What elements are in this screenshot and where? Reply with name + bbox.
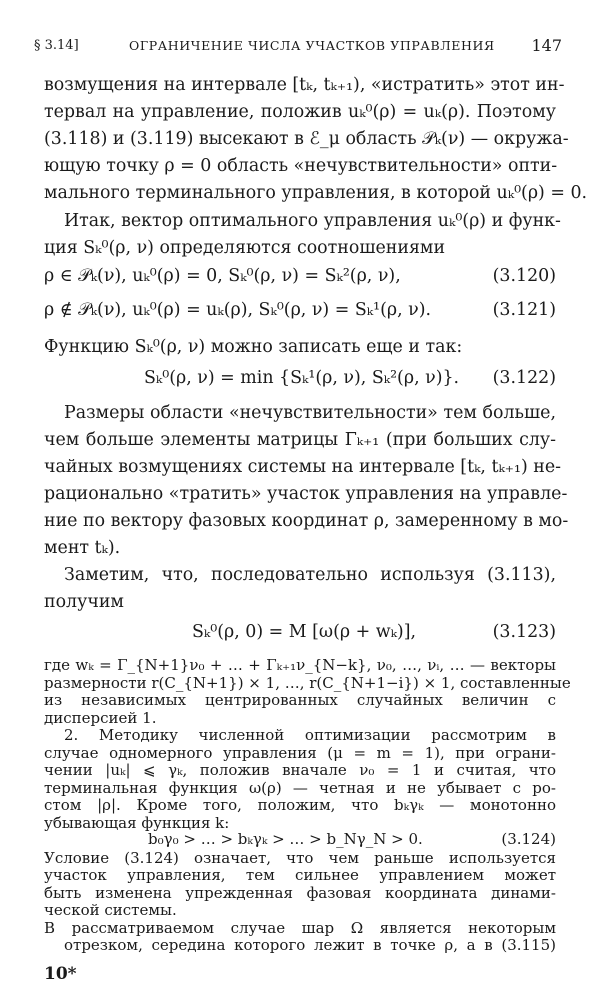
text-line: В рассматриваемом случае шар Ω является некоторым [44,919,556,937]
text-line: (3.118) и (3.119) высекают в ℰ_μ область 𝒫ₖ(ν) — окружа- [44,129,569,149]
page-number: 147 [531,36,562,55]
text-line: тервал на управление, положив uₖ⁰(ρ) = uₖ(ρ). Поэтому [44,102,556,122]
text-line: размерности r(C_{N+1}) × 1, …, r(C_{N+1−i}) × 1, составленные [44,674,571,692]
text-line: Итак, вектор оптимального управления uₖ⁰(ρ) и функ- [64,211,561,231]
text-line: убывающая функция k: [44,814,230,832]
equation-number: (3.123) [492,622,556,642]
text-line: терминальная функция ω(ρ) — четная и не убывает с ро- [44,779,556,797]
text-line: мального терминального управления, в которой uₖ⁰(ρ) = 0. [44,183,588,203]
equation-body: Sₖ⁰(ρ, 0) = M [ω(ρ + wₖ)], [192,622,417,642]
equation-3-124 [44,830,556,850]
text-line: возмущения на интервале [tₖ, tₖ₊₁), «истратить» этот ин- [44,75,565,95]
equation-number: (3.120) [492,266,556,286]
text-line: Размеры области «нечувствительности» тем больше, [64,403,556,423]
equation-3-121 [44,300,556,330]
equation-3-123 [44,622,556,652]
text-line: ческой системы. [44,901,177,919]
text-line: где wₖ = Γ_{N+1}ν₀ + … + Γₖ₊₁ν_{N−k}, ν₀, …, νᵢ, … — векторы [44,656,556,674]
text-line: ющую точку ρ = 0 область «нечувствительности» опти- [44,156,558,176]
text-line: дисперсией 1. [44,709,157,727]
equation-number: (3.121) [492,300,556,320]
text-line: ция Sₖ⁰(ρ, ν) определяются соотношениями [44,238,446,258]
text-line: случае одномерного управления (μ = m = 1), при ограни- [44,744,556,762]
equation-number: (3.122) [492,368,556,388]
equation-body: ρ ∈ 𝒫ₖ(ν), uₖ⁰(ρ) = 0, Sₖ⁰(ρ, ν) = Sₖ²(ρ, ν), [44,266,401,286]
text-line: 2. Методику численной оптимизации рассмотрим в [64,726,556,744]
text-line: участок управления, тем сильнее управлением может [44,866,556,884]
running-title: ОГРАНИЧЕНИЕ ЧИСЛА УЧАСТКОВ УПРАВЛЕНИЯ [129,38,495,53]
text-line: чении |uₖ| ⩽ γₖ, положив вначале ν₀ = 1 и считая, что [44,761,556,779]
equation-3-122 [44,368,556,398]
section-ref: § 3.14] [34,38,79,53]
text-line: мент tₖ). [44,538,121,558]
signature-mark: 10* [44,964,77,984]
text-line: Условие (3.124) означает, что чем раньше используется [44,849,556,867]
text-line: чем больше элементы матрицы Γₖ₊₁ (при больших слу- [44,430,556,450]
text-line: отрезком, середина которого лежит в точке ρ, а в (3.115) [64,936,556,954]
text-line: Заметим, что, последовательно используя (3.113), [64,565,556,585]
text-line: рационально «тратить» участок управления на управле- [44,484,568,504]
text-line: стом |ρ|. Кроме того, положим, что bₖγₖ — монотонно [44,796,556,814]
equation-3-120 [44,266,556,296]
text-line: чайных возмущениях системы на интервале [tₖ, tₖ₊₁) не- [44,457,562,477]
text-line: получим [44,592,124,612]
running-header [34,34,562,58]
equation-number: (3.124) [501,830,556,848]
equation-body: ρ ∉ 𝒫ₖ(ν), uₖ⁰(ρ) = uₖ(ρ), Sₖ⁰(ρ, ν) = Sₖ¹(ρ, ν). [44,300,432,320]
text-line: Функцию Sₖ⁰(ρ, ν) можно записать еще и так: [44,337,463,357]
text-line: быть изменена упрежденная фазовая координата динами- [44,884,556,902]
equation-body: Sₖ⁰(ρ, ν) = min {Sₖ¹(ρ, ν), Sₖ²(ρ, ν)}. [144,368,460,388]
text-line: из независимых центрированных случайных величин с [44,691,556,709]
equation-body: b₀γ₀ > … > bₖγₖ > … > b_Nγ_N > 0. [148,830,423,848]
text-line: ние по вектору фазовых координат ρ, замеренному в мо- [44,511,569,531]
